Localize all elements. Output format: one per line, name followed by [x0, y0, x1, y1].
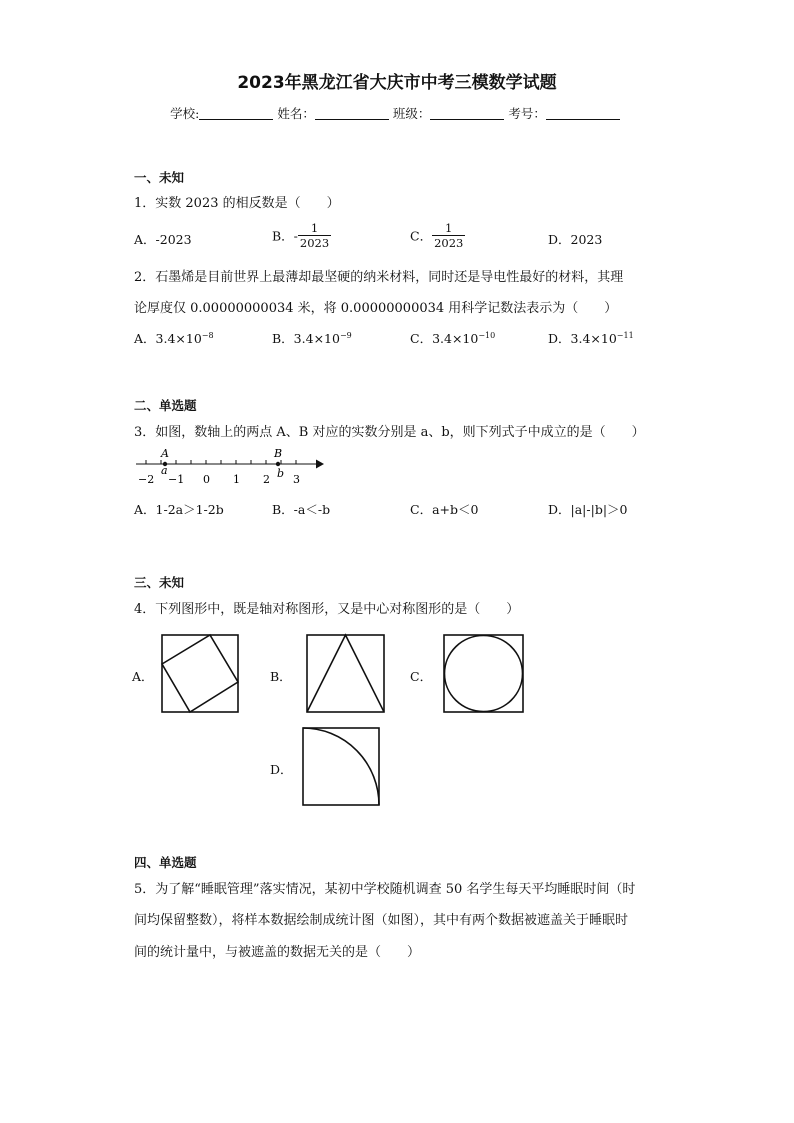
- q4-option-d-label: D．: [270, 762, 293, 777]
- q2-d-exponent: −11: [616, 330, 634, 340]
- q3-option-b: B．-a＜-b: [272, 502, 331, 517]
- q1-c-denominator: 2023: [434, 236, 464, 250]
- q2-a-base: A．3.4×10: [134, 331, 202, 346]
- axis-tick-label: 0: [203, 473, 210, 486]
- question-2-line-2: 论厚度仅 0.00000000034 米，将 0.00000000034 用科学记数法表示为（ ）: [134, 301, 618, 316]
- q4-option-b-label: B．: [270, 669, 292, 684]
- axis-tick-label: 3: [293, 473, 300, 486]
- school-label: 学校:: [170, 106, 200, 121]
- q4-option-a-label: A．: [132, 669, 154, 684]
- q2-option-c: [410, 329, 495, 347]
- axis-tick-label: −2: [138, 473, 155, 486]
- section-3-heading: 三、未知: [134, 575, 185, 590]
- student-info-line: [0, 104, 794, 122]
- q2-b-base: B．3.4×10: [272, 331, 340, 346]
- q3-option-d: D．|a|-|b|＞0: [548, 502, 628, 517]
- name-label: 姓名：: [277, 106, 315, 121]
- name-blank[interactable]: [315, 106, 389, 120]
- q2-option-b: [272, 329, 352, 347]
- point-b-dot: [276, 462, 280, 466]
- q1-c-fraction: [432, 221, 465, 250]
- q2-option-a: [134, 329, 214, 347]
- q2-b-exponent: −9: [339, 330, 352, 340]
- number-blank[interactable]: [546, 106, 620, 120]
- axis-tick-label: 2: [263, 473, 270, 486]
- q1-option-c: [410, 221, 465, 250]
- question-3: 3．如图，数轴上的两点 A、B 对应的实数分别是 a、b，则下列式子中成立的是（ ）: [134, 425, 645, 440]
- q1-b-prefix: B．-: [272, 228, 298, 244]
- point-a-label: A: [161, 447, 169, 460]
- section-1-heading: 一、未知: [134, 170, 185, 185]
- point-b-label: B: [274, 447, 283, 460]
- value-a-label: a: [161, 464, 168, 477]
- section-2-heading: 二、单选题: [134, 398, 197, 413]
- q4-option-c-label: C．: [410, 669, 433, 684]
- value-b-label: b: [277, 467, 285, 480]
- axis-tick-label: 1: [233, 473, 240, 486]
- number-line-figure: [130, 443, 330, 489]
- question-5-line-3: 间的统计量中，与被遮盖的数据无关的是（ ）: [134, 945, 421, 960]
- question-2-line-1: 2．石墨烯是目前世界上最薄却最坚硬的纳米材料，同时还是导电性最好的材料，其理: [134, 270, 624, 285]
- q1-c-numerator: 1: [432, 221, 465, 236]
- q2-option-d: [548, 329, 634, 347]
- q2-c-base: C．3.4×10: [410, 331, 479, 346]
- q1-b-denominator: 2023: [299, 236, 330, 250]
- q4-figure-c-circle-in-square: [443, 634, 524, 713]
- q3-option-a: A．1-2a＞1-2b: [134, 502, 224, 517]
- q1-option-a: A．-2023: [134, 232, 192, 247]
- page-title: 2023年黑龙江省大庆市中考三模数学试题: [237, 73, 557, 93]
- q4-figure-b-triangle-in-square: [306, 634, 385, 713]
- q1-option-d: D．2023: [548, 232, 603, 247]
- q2-c-exponent: −10: [478, 330, 496, 340]
- school-blank[interactable]: [199, 106, 273, 120]
- q1-c-prefix: C．: [410, 228, 433, 244]
- q4-figure-d-quarter-circle: [302, 727, 380, 806]
- class-label: 班级：: [392, 106, 431, 121]
- q2-a-exponent: −8: [201, 330, 214, 340]
- q3-option-c: C．a+b＜0: [410, 502, 479, 517]
- number-label: 考号：: [508, 106, 546, 121]
- q1-option-b: [272, 221, 331, 250]
- axis-arrow: [316, 460, 324, 469]
- class-blank[interactable]: [430, 106, 504, 120]
- question-5-line-1: 5．为了解“睡眠管理”落实情况，某初中学校随机调查 50 名学生每天平均睡眠时间（时: [134, 882, 636, 897]
- question-1: 1．实数 2023 的相反数是（ ）: [134, 196, 340, 211]
- q1-b-fraction: [298, 221, 331, 250]
- q2-d-base: D．3.4×10: [548, 331, 617, 346]
- q1-b-numerator: 1: [298, 221, 331, 236]
- question-4: 4．下列图形中，既是轴对称图形，又是中心对称图形的是（ ）: [134, 602, 520, 617]
- q4-figure-a-square-in-square: [161, 634, 239, 713]
- axis-tick-label: −1: [168, 473, 185, 486]
- section-4-heading: 四、单选题: [134, 855, 197, 870]
- question-5-line-2: 间均保留整数），将样本数据绘制成统计图（如图），其中有两个数据被遮盖关于睡眠时: [134, 913, 629, 928]
